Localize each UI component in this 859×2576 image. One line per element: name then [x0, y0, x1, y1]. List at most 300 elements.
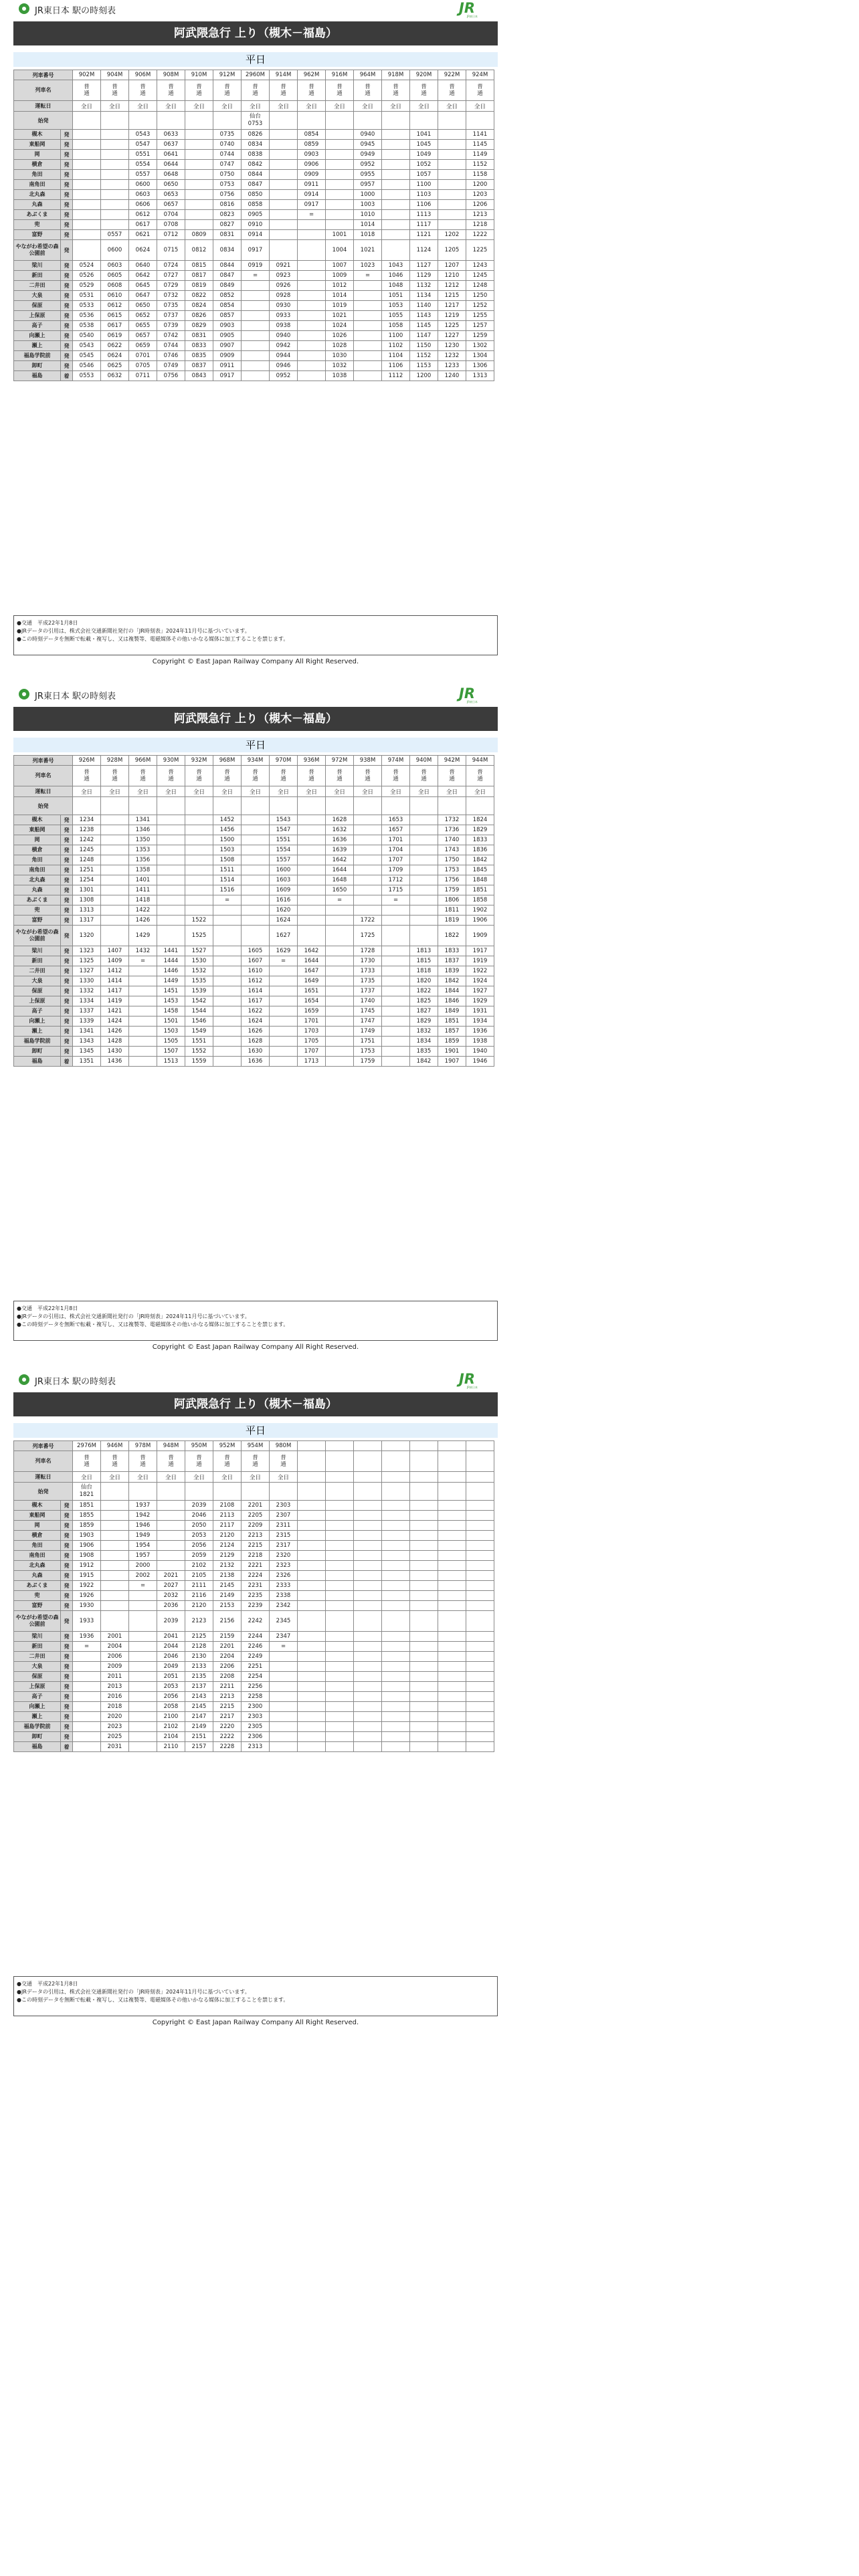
- time-cell: [157, 845, 185, 855]
- time-cell: 1327: [73, 966, 101, 976]
- time-cell: 2053: [157, 1682, 185, 1692]
- time-cell: 2307: [270, 1511, 298, 1521]
- time-cell: [326, 1501, 354, 1511]
- time-cell: [354, 291, 382, 301]
- time-cell: 0911: [298, 180, 326, 190]
- train-type-row-cell: 普 通: [73, 1451, 101, 1472]
- station-name: 大泉: [14, 1662, 61, 1672]
- station-name: 新田: [14, 956, 61, 966]
- station-row: [14, 1732, 494, 1742]
- time-cell: [185, 130, 213, 140]
- time-cell: [298, 1591, 326, 1601]
- time-cell: 1833: [466, 835, 494, 845]
- time-cell: [129, 1692, 157, 1702]
- time-cell: [270, 1732, 298, 1742]
- time-cell: 1622: [242, 1006, 270, 1016]
- origin-row-cell: [129, 1483, 157, 1501]
- time-cell: [410, 1511, 438, 1521]
- time-cell: [410, 1501, 438, 1511]
- time-cell: [438, 1662, 466, 1672]
- time-cell: 1546: [185, 1016, 213, 1027]
- train-type-row-cell: 普 通: [185, 1451, 213, 1472]
- station-name: 福島学院前: [14, 1037, 61, 1047]
- time-cell: [466, 1672, 494, 1682]
- arr-dep-label: 発: [61, 1521, 73, 1531]
- time-cell: 1933: [73, 1611, 101, 1632]
- train-number-row-cell: 912M: [213, 70, 242, 80]
- arr-dep-label: 発: [61, 956, 73, 966]
- time-cell: 1255: [466, 311, 494, 321]
- origin-row-cell: [410, 112, 438, 130]
- train-type-row-cell: 普 通: [157, 766, 185, 786]
- time-cell: [410, 1742, 438, 1752]
- time-cell: [354, 1662, 382, 1672]
- time-cell: 1106: [410, 200, 438, 210]
- arr-dep-label: 発: [61, 271, 73, 281]
- time-cell: [157, 1561, 185, 1571]
- time-cell: [185, 815, 213, 825]
- time-cell: [466, 1632, 494, 1642]
- station-name: 保原: [14, 986, 61, 996]
- train-number-row-cell: 970M: [270, 756, 298, 766]
- time-cell: [298, 1571, 326, 1581]
- time-cell: [438, 1722, 466, 1732]
- time-cell: 2053: [185, 1531, 213, 1541]
- train-number-row-cell: 974M: [382, 756, 410, 766]
- time-cell: 1851: [73, 1501, 101, 1511]
- time-cell: [73, 1672, 101, 1682]
- time-cell: [326, 1652, 354, 1662]
- time-cell: 1024: [326, 321, 354, 331]
- time-cell: 2143: [185, 1692, 213, 1702]
- operation-day-row-cell: 全日: [466, 786, 494, 797]
- time-cell: [242, 351, 270, 361]
- train-number-row-cell: 962M: [298, 70, 326, 80]
- arr-dep-label: 発: [61, 351, 73, 361]
- time-cell: 1525: [185, 926, 213, 946]
- time-cell: 0749: [157, 361, 185, 371]
- time-cell: [298, 1561, 326, 1571]
- time-cell: 0933: [270, 311, 298, 321]
- time-cell: [73, 1742, 101, 1752]
- time-cell: [185, 210, 213, 220]
- station-name: 丸森: [14, 200, 61, 210]
- jr-logo-mark: JR: [459, 1371, 475, 1387]
- time-cell: [73, 240, 101, 261]
- time-cell: 1304: [466, 351, 494, 361]
- time-cell: [326, 1632, 354, 1642]
- time-cell: [410, 1732, 438, 1742]
- time-cell: [382, 1662, 410, 1672]
- time-cell: 1712: [382, 875, 410, 885]
- time-cell: [410, 815, 438, 825]
- station-name: 向瀬上: [14, 331, 61, 341]
- station-row: [14, 1016, 494, 1027]
- arr-dep-label: 発: [61, 220, 73, 230]
- station-row: [14, 1591, 494, 1601]
- time-cell: 0859: [298, 140, 326, 150]
- jr-logo[interactable]: [459, 687, 486, 704]
- time-cell: [101, 1591, 129, 1601]
- time-cell: [101, 160, 129, 170]
- time-cell: 1833: [438, 946, 466, 956]
- time-cell: 1018: [354, 230, 382, 240]
- time-cell: [213, 916, 242, 926]
- time-cell: [326, 1057, 354, 1067]
- station-name: やながわ希望の森公園前: [14, 1611, 61, 1632]
- station-row: [14, 341, 494, 351]
- time-cell: 2105: [185, 1571, 213, 1581]
- note-line: ●この時刻データを無断で転載・複写し、又は複製等、電磁媒体その他いかなる媒体に加工することを禁じます。: [17, 636, 289, 642]
- time-cell: 1839: [438, 966, 466, 976]
- time-cell: 1614: [242, 986, 270, 996]
- jr-logo-mark: JR: [459, 0, 475, 16]
- time-cell: 2031: [101, 1742, 129, 1752]
- time-cell: [270, 1662, 298, 1672]
- notes-box: [13, 1976, 498, 2016]
- time-cell: [270, 1702, 298, 1712]
- time-cell: 1452: [213, 815, 242, 825]
- time-cell: [354, 281, 382, 291]
- time-cell: 0704: [157, 210, 185, 220]
- site-title[interactable]: JR東日本 駅の時刻表: [35, 691, 116, 702]
- time-cell: 0701: [129, 351, 157, 361]
- jr-logo[interactable]: [459, 1, 486, 19]
- time-cell: [213, 1047, 242, 1057]
- time-cell: [326, 1581, 354, 1591]
- time-cell: [129, 1672, 157, 1682]
- time-cell: [129, 1652, 157, 1662]
- time-cell: 1000: [354, 190, 382, 200]
- station-name: 保原: [14, 301, 61, 311]
- station-row: [14, 885, 494, 895]
- arr-dep-label: 発: [61, 311, 73, 321]
- site-title[interactable]: JR東日本 駅の時刻表: [35, 6, 116, 16]
- arr-dep-label: 発: [61, 301, 73, 311]
- time-cell: 1419: [101, 996, 129, 1006]
- train-type-row-cell: [298, 1451, 326, 1472]
- time-cell: 0554: [129, 160, 157, 170]
- arr-dep-label: 発: [61, 1732, 73, 1742]
- station-row: [14, 1551, 494, 1561]
- operation-day-row-cell: [298, 1472, 326, 1483]
- time-cell: 2117: [213, 1521, 242, 1531]
- time-cell: [438, 1742, 466, 1752]
- time-cell: [410, 905, 438, 916]
- time-cell: 1626: [242, 1027, 270, 1037]
- time-cell: [382, 1642, 410, 1652]
- time-cell: [270, 1692, 298, 1702]
- time-cell: 0557: [129, 170, 157, 180]
- operation-day-row-cell: 全日: [129, 1472, 157, 1483]
- arr-dep-label: 発: [61, 261, 73, 271]
- operation-day-row-cell: 全日: [157, 786, 185, 797]
- time-cell: [242, 916, 270, 926]
- time-cell: [410, 1702, 438, 1712]
- operation-day-row-cell: 全日: [185, 1472, 213, 1483]
- time-cell: 1735: [354, 976, 382, 986]
- time-cell: 1507: [157, 1047, 185, 1057]
- time-cell: 0606: [129, 200, 157, 210]
- time-cell: 1922: [466, 966, 494, 976]
- time-cell: [101, 1531, 129, 1541]
- train-type-row-cell: 普 通: [382, 766, 410, 786]
- time-cell: [101, 170, 129, 180]
- origin-row-cell: [73, 797, 101, 815]
- time-cell: [410, 926, 438, 946]
- time-cell: 0742: [157, 331, 185, 341]
- time-cell: [101, 1571, 129, 1581]
- origin-row-cell: [270, 112, 298, 130]
- origin-row-cell: [354, 797, 382, 815]
- time-cell: 2046: [157, 1652, 185, 1662]
- station-row: [14, 220, 494, 230]
- time-cell: [382, 140, 410, 150]
- origin-row-cell: [73, 112, 101, 130]
- time-cell: [382, 240, 410, 261]
- origin-row-cell: [129, 112, 157, 130]
- time-cell: [410, 1581, 438, 1591]
- time-cell: 0615: [101, 311, 129, 321]
- time-cell: [270, 160, 298, 170]
- arr-dep-label: 発: [61, 946, 73, 956]
- time-cell: [298, 1732, 326, 1742]
- train-number-row-cell: 940M: [410, 756, 438, 766]
- time-cell: 1041: [410, 130, 438, 140]
- time-cell: [270, 1047, 298, 1057]
- time-cell: 1341: [73, 1027, 101, 1037]
- time-cell: [185, 835, 213, 845]
- time-cell: 1516: [213, 885, 242, 895]
- time-cell: 1549: [185, 1027, 213, 1037]
- time-cell: [382, 230, 410, 240]
- time-cell: 0756: [213, 190, 242, 200]
- time-cell: 0650: [157, 180, 185, 190]
- station-name: 槻木: [14, 1501, 61, 1511]
- station-name: 岡: [14, 835, 61, 845]
- origin-row-cell: [157, 112, 185, 130]
- time-cell: 0648: [157, 170, 185, 180]
- arr-dep-label: 発: [61, 291, 73, 301]
- time-cell: 2303: [270, 1501, 298, 1511]
- station-row: [14, 1501, 494, 1511]
- time-cell: [382, 1652, 410, 1662]
- time-cell: 1736: [438, 825, 466, 835]
- origin-row-cell: [101, 1483, 129, 1501]
- time-cell: 1117: [410, 220, 438, 230]
- time-cell: 1251: [73, 865, 101, 875]
- time-cell: 2239: [242, 1601, 270, 1611]
- time-cell: 0753: [213, 180, 242, 190]
- time-cell: [298, 1642, 326, 1652]
- time-cell: [382, 1561, 410, 1571]
- time-cell: 1242: [73, 835, 101, 845]
- time-cell: [354, 1611, 382, 1632]
- time-cell: 1547: [270, 825, 298, 835]
- train-type-row-cell: 普 通: [354, 766, 382, 786]
- time-cell: [410, 895, 438, 905]
- time-cell: 1616: [270, 895, 298, 905]
- time-cell: [242, 281, 270, 291]
- time-cell: [326, 976, 354, 986]
- time-cell: 1704: [382, 845, 410, 855]
- time-cell: 1343: [73, 1037, 101, 1047]
- train-number-row-cell: 944M: [466, 756, 494, 766]
- time-cell: 0923: [270, 271, 298, 281]
- time-cell: 1218: [466, 220, 494, 230]
- time-cell: 1407: [101, 946, 129, 956]
- time-cell: 1225: [466, 240, 494, 261]
- station-name: 二井田: [14, 281, 61, 291]
- time-cell: [242, 895, 270, 905]
- time-cell: [129, 1702, 157, 1712]
- time-cell: 1936: [73, 1632, 101, 1642]
- time-cell: [382, 1742, 410, 1752]
- time-cell: [438, 1521, 466, 1531]
- time-cell: [410, 1541, 438, 1551]
- time-cell: [438, 1712, 466, 1722]
- time-cell: [101, 815, 129, 825]
- time-cell: 0543: [129, 130, 157, 140]
- time-cell: 2049: [157, 1662, 185, 1672]
- time-cell: 1559: [185, 1057, 213, 1067]
- time-cell: 0849: [213, 281, 242, 291]
- time-cell: 1707: [298, 1047, 326, 1057]
- station-row: [14, 130, 494, 140]
- time-cell: 0847: [213, 271, 242, 281]
- time-cell: [185, 150, 213, 160]
- time-cell: 1620: [270, 905, 298, 916]
- time-cell: [185, 190, 213, 200]
- time-cell: [326, 1692, 354, 1702]
- arr-dep-label: 発: [61, 321, 73, 331]
- time-cell: 2020: [101, 1712, 129, 1722]
- operation-day-row-cell: 全日: [326, 101, 354, 112]
- station-row: [14, 825, 494, 835]
- time-cell: [242, 845, 270, 855]
- arr-dep-label: 発: [61, 1702, 73, 1712]
- time-cell: [438, 1581, 466, 1591]
- jr-logo[interactable]: [459, 1372, 486, 1390]
- station-row: [14, 1742, 494, 1752]
- time-cell: 2132: [213, 1561, 242, 1571]
- time-cell: [129, 1611, 157, 1632]
- operation-day-row-cell: 全日: [185, 101, 213, 112]
- time-cell: 1121: [410, 230, 438, 240]
- time-cell: [382, 1672, 410, 1682]
- time-cell: 2111: [185, 1581, 213, 1591]
- time-cell: [213, 1057, 242, 1067]
- time-cell: 1225: [438, 321, 466, 331]
- site-title[interactable]: JR東日本 駅の時刻表: [35, 1377, 116, 1387]
- station-row: [14, 1561, 494, 1571]
- operation-day-row-cell: 全日: [157, 101, 185, 112]
- station-name: 二井田: [14, 966, 61, 976]
- station-row: [14, 926, 494, 946]
- time-cell: [438, 150, 466, 160]
- station-name: 兜: [14, 220, 61, 230]
- time-cell: 1213: [466, 210, 494, 220]
- time-cell: [466, 1501, 494, 1511]
- station-name: 梁川: [14, 261, 61, 271]
- time-cell: 1642: [298, 946, 326, 956]
- time-cell: [73, 150, 101, 160]
- train-number-row-label: 列車番号: [14, 756, 73, 766]
- station-row: [14, 956, 494, 966]
- time-cell: 0823: [213, 210, 242, 220]
- time-cell: 2213: [242, 1531, 270, 1541]
- time-cell: 2345: [270, 1611, 298, 1632]
- arr-dep-label: 着: [61, 1742, 73, 1752]
- arr-dep-label: 発: [61, 1632, 73, 1642]
- time-cell: [354, 371, 382, 381]
- time-cell: 2159: [213, 1632, 242, 1642]
- time-cell: 1132: [410, 281, 438, 291]
- origin-row-cell: [242, 1483, 270, 1501]
- time-cell: 2016: [101, 1692, 129, 1702]
- time-cell: 1930: [73, 1601, 101, 1611]
- operation-day-row-cell: 全日: [438, 101, 466, 112]
- time-cell: 1240: [438, 371, 466, 381]
- time-cell: 2009: [101, 1662, 129, 1672]
- time-cell: 2333: [270, 1581, 298, 1591]
- time-cell: 2050: [185, 1521, 213, 1531]
- origin-row-cell: [466, 1483, 494, 1501]
- time-cell: 0909: [213, 351, 242, 361]
- time-cell: [101, 130, 129, 140]
- station-row: [14, 845, 494, 855]
- time-cell: 0750: [213, 170, 242, 180]
- time-cell: [326, 190, 354, 200]
- origin-row-cell: [213, 797, 242, 815]
- arr-dep-label: 発: [61, 905, 73, 916]
- train-type-row-cell: 普 通: [270, 766, 298, 786]
- time-cell: [354, 331, 382, 341]
- station-row: [14, 1521, 494, 1531]
- arr-dep-label: 発: [61, 815, 73, 825]
- arr-dep-label: 発: [61, 1551, 73, 1561]
- time-cell: 1650: [326, 885, 354, 895]
- time-cell: 1842: [466, 855, 494, 865]
- train-type-row-label: 列車名: [14, 766, 73, 786]
- time-cell: [354, 1712, 382, 1722]
- time-cell: 2242: [242, 1611, 270, 1632]
- train-number-row-cell: 930M: [157, 756, 185, 766]
- time-cell: [410, 1672, 438, 1682]
- time-cell: [382, 220, 410, 230]
- time-cell: 1203: [466, 190, 494, 200]
- time-cell: 2120: [213, 1531, 242, 1541]
- time-cell: 2023: [101, 1722, 129, 1732]
- time-cell: [382, 1571, 410, 1581]
- station-name: 槻木: [14, 130, 61, 140]
- origin-row-cell: [213, 112, 242, 130]
- time-cell: 0657: [157, 200, 185, 210]
- time-cell: [354, 835, 382, 845]
- station-row: [14, 281, 494, 291]
- time-cell: [270, 1712, 298, 1722]
- time-cell: 1032: [326, 361, 354, 371]
- time-cell: 1740: [438, 835, 466, 845]
- time-cell: [298, 845, 326, 855]
- time-cell: [270, 180, 298, 190]
- train-number-row-label: 列車番号: [14, 70, 73, 80]
- time-cell: 1946: [466, 1057, 494, 1067]
- time-cell: 1657: [382, 825, 410, 835]
- time-cell: [270, 1027, 298, 1037]
- time-cell: 2311: [270, 1521, 298, 1531]
- station-row: [14, 180, 494, 190]
